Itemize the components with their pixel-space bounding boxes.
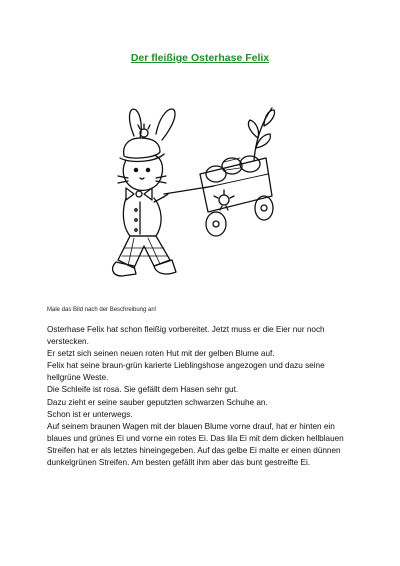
cart-wheel-back xyxy=(255,196,273,220)
story-paragraph: Felix hat seine braun-grün karierte Lieblingshose angezogen und dazu seine hellgrüne Weste. xyxy=(47,361,325,383)
egg-cart xyxy=(200,158,272,212)
coloring-instruction: Male das Bild nach der Beschreibung an! xyxy=(47,307,157,313)
story-paragraph: Dazu zieht er seine sauber geputzten schwarzen Schuhe an. xyxy=(47,397,268,407)
bunny-vest xyxy=(123,198,161,236)
bunny-ear-right xyxy=(156,109,175,140)
cart-flower-icon xyxy=(219,195,229,205)
bunny-hat xyxy=(124,138,160,158)
leaf-icon xyxy=(248,120,258,138)
cart-wheel-front xyxy=(206,212,226,236)
leaf-icon xyxy=(264,110,275,126)
story-text xyxy=(47,324,357,469)
story-paragraph: Schon ist er unterwegs. xyxy=(47,409,133,419)
worksheet-title: Der fleißige Osterhase Felix xyxy=(130,52,270,64)
story-paragraph: Er setzt sich seinen neuen roten Hut mit der gelben Blume auf. xyxy=(47,349,275,359)
story-paragraph: Die Schleife ist rosa. Sie gefällt dem Hasen sehr gut. xyxy=(47,385,239,395)
easter-bunny-coloring-illustration xyxy=(104,98,280,304)
story-paragraph: Auf seinem braunen Wagen mit der blauen Blume vorne drauf, hat er hinten ein blaues und grünes Ei und vorne ein rotes Ei. Das lila Ei mit dem dicken hellblauen Streifen hat er als letztes hineingegeben. Auf das gelbe Ei malte er einen dünnen dunkelgrünen Streifen. Am besten gefällt ihm aber das bunt gestreifte Ei. xyxy=(47,421,344,468)
story-paragraph: Osterhase Felix hat schon fleißig vorbereitet. Jetzt muss er die Eier nur noch verstecken. xyxy=(47,325,325,347)
bunny-shoe-right xyxy=(154,260,176,274)
bunny-shoe-left xyxy=(113,262,136,276)
